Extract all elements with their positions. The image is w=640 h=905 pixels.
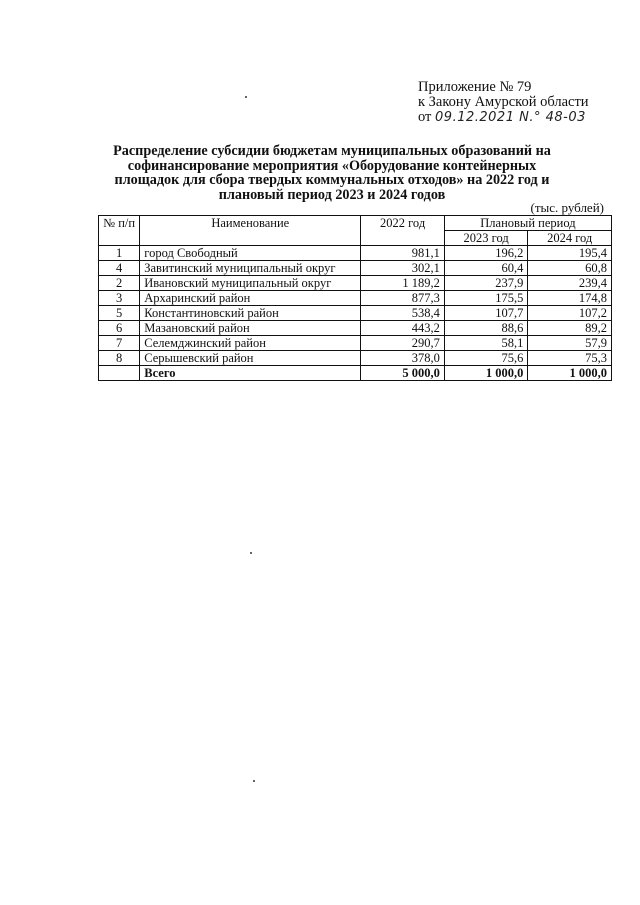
- scan-speck: [250, 552, 252, 554]
- total-2022: 5 000,0: [361, 366, 445, 381]
- header-2022: 2022 год: [361, 216, 445, 246]
- appendix-header: [418, 80, 589, 125]
- cell-2024: 195,4: [528, 246, 612, 261]
- cell-2024: 60,8: [528, 261, 612, 276]
- cell-2023: 88,6: [444, 321, 528, 336]
- document-title: Распределение субсидии бюджетам муниципальных образований на софинансирование мероприятия «Оборудование контейнерных площадок для сбора твердых коммунальных отходов» на 2022 год и плановый период 2023 и 2024 годов: [113, 143, 551, 203]
- cell-num: 6: [99, 321, 140, 336]
- cell-name: Архаринский район: [140, 291, 361, 306]
- total-2023: 1 000,0: [444, 366, 528, 381]
- table-total-row: [99, 366, 612, 381]
- appendix-law: к Закону Амурской области: [418, 94, 589, 110]
- total-label: Всего: [140, 366, 361, 381]
- cell-num: 2: [99, 276, 140, 291]
- table-row: [99, 351, 612, 366]
- cell-num: 5: [99, 306, 140, 321]
- cell-num: 1: [99, 246, 140, 261]
- cell-2024: 239,4: [528, 276, 612, 291]
- cell-2023: 237,9: [444, 276, 528, 291]
- cell-2023: 107,7: [444, 306, 528, 321]
- appendix-handwritten-date: 09.12.2021 N.° 48-03: [435, 110, 586, 125]
- appendix-number: Приложение № 79: [418, 79, 532, 95]
- table-row: [99, 246, 612, 261]
- cell-2022: 877,3: [361, 291, 445, 306]
- cell-2024: 174,8: [528, 291, 612, 306]
- cell-2022: 290,7: [361, 336, 445, 351]
- cell-num: 7: [99, 336, 140, 351]
- cell-2023: 60,4: [444, 261, 528, 276]
- table-row: [99, 276, 612, 291]
- table-row: [99, 336, 612, 351]
- cell-2022: 302,1: [361, 261, 445, 276]
- cell-2022: 1 189,2: [361, 276, 445, 291]
- cell-name: Ивановский муниципальный округ: [140, 276, 361, 291]
- table-row: [99, 321, 612, 336]
- cell-2023: 175,5: [444, 291, 528, 306]
- cell-2022: 538,4: [361, 306, 445, 321]
- header-name: Наименование: [140, 216, 361, 246]
- units-label: (тыс. рублей): [530, 200, 604, 215]
- table-header-row: [99, 216, 612, 231]
- cell-2024: 107,2: [528, 306, 612, 321]
- cell-name: Константиновский район: [140, 306, 361, 321]
- appendix-date-prefix: от: [418, 109, 432, 125]
- table-row: [99, 261, 612, 276]
- cell-2024: 89,2: [528, 321, 612, 336]
- cell-name: Завитинский муниципальный округ: [140, 261, 361, 276]
- cell-2023: 75,6: [444, 351, 528, 366]
- scan-speck: [253, 780, 255, 782]
- header-2023: 2023 год: [444, 231, 528, 246]
- total-2024: 1 000,0: [528, 366, 612, 381]
- cell-name: Мазановский район: [140, 321, 361, 336]
- cell-2022: 378,0: [361, 351, 445, 366]
- cell-2024: 75,3: [528, 351, 612, 366]
- cell-2023: 196,2: [444, 246, 528, 261]
- cell-2022: 981,1: [361, 246, 445, 261]
- subsidy-table: [98, 215, 612, 381]
- header-num: № п/п: [99, 216, 140, 246]
- cell-name: город Свободный: [140, 246, 361, 261]
- cell-num: 3: [99, 291, 140, 306]
- scan-speck: [245, 96, 247, 98]
- appendix-date-line: [418, 110, 589, 125]
- cell-num: 8: [99, 351, 140, 366]
- header-planned: Плановый период: [444, 216, 611, 231]
- cell-num-empty: [99, 366, 140, 381]
- cell-2022: 443,2: [361, 321, 445, 336]
- cell-name: Селемджинский район: [140, 336, 361, 351]
- cell-2024: 57,9: [528, 336, 612, 351]
- header-2024: 2024 год: [528, 231, 612, 246]
- cell-2023: 58,1: [444, 336, 528, 351]
- table-row: [99, 306, 612, 321]
- table-row: [99, 291, 612, 306]
- cell-name: Серышевский район: [140, 351, 361, 366]
- cell-num: 4: [99, 261, 140, 276]
